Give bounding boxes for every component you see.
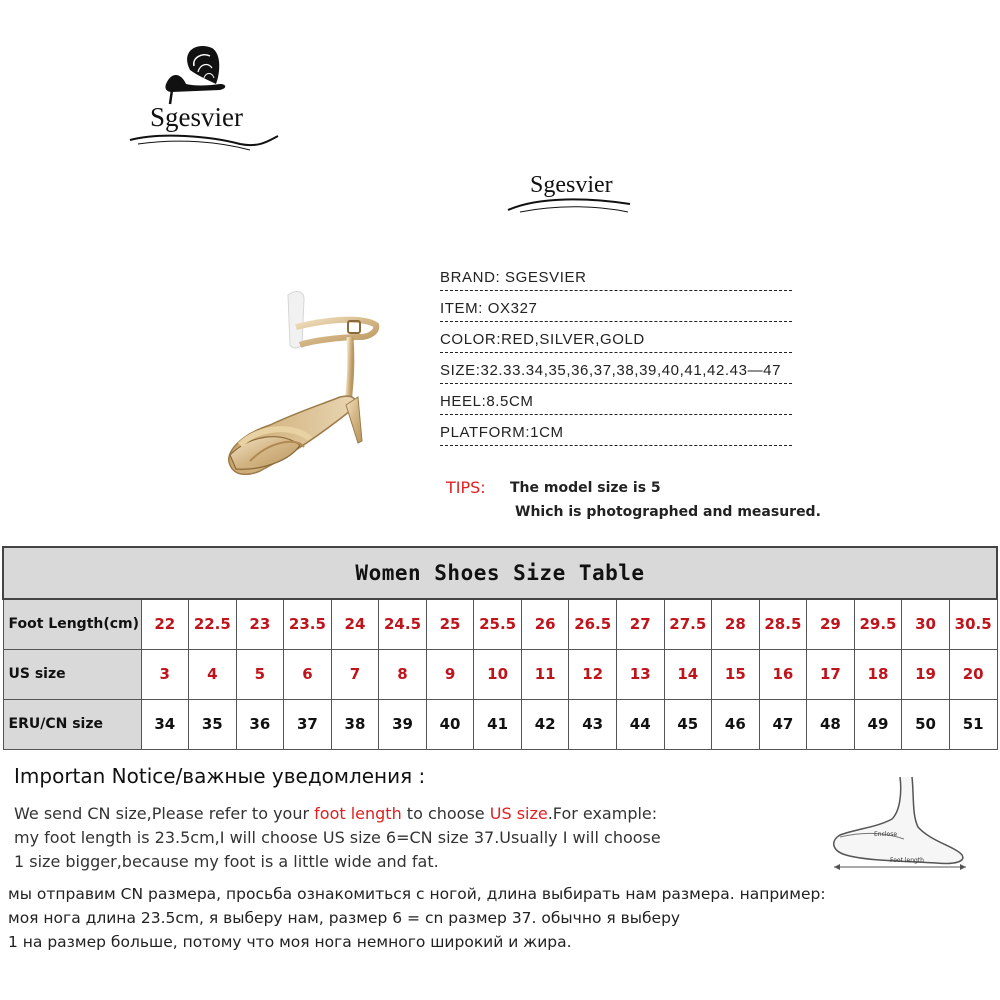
size-table-cell: 30 bbox=[902, 599, 950, 649]
sandal-icon bbox=[200, 285, 400, 485]
size-table-cell: 25 bbox=[426, 599, 474, 649]
size-table-cell: 28 bbox=[712, 599, 760, 649]
size-table-cell: 23 bbox=[236, 599, 284, 649]
notice-en-line-3: 1 size bigger,because my foot is a little wide and fat. bbox=[14, 852, 439, 871]
butterfly-heel-icon bbox=[120, 40, 290, 160]
notice-en-line-1 bbox=[14, 804, 657, 823]
brand-logo-text-small: Sgesvier bbox=[530, 172, 613, 198]
spec-platform-text: PLATFORM:1CM bbox=[440, 424, 564, 441]
notice-highlight-foot-length: foot length bbox=[314, 804, 402, 823]
size-table-cell: 7 bbox=[331, 649, 379, 699]
size-table-cell: 50 bbox=[902, 699, 950, 749]
size-table-cell: 23.5 bbox=[284, 599, 332, 649]
size-table-cell: 46 bbox=[712, 699, 760, 749]
brand-logo-text: Sgesvier bbox=[150, 102, 243, 132]
size-table-row-label: Foot Length(cm) bbox=[3, 599, 141, 649]
size-table-cell: 39 bbox=[379, 699, 427, 749]
size-table-cell: 35 bbox=[189, 699, 237, 749]
spec-brand-text: BRAND: SGESVIER bbox=[440, 269, 587, 286]
notice-en-line-2: my foot length is 23.5cm,I will choose US size 6=CN size 37.Usually I will choose bbox=[14, 828, 661, 847]
size-table-cell: 45 bbox=[664, 699, 712, 749]
spec-platform bbox=[440, 423, 840, 443]
size-table-row bbox=[3, 699, 997, 749]
spec-heel bbox=[440, 392, 840, 412]
size-table-cell: 29 bbox=[807, 599, 855, 649]
size-table-cell: 19 bbox=[902, 649, 950, 699]
foot-measure-diagram bbox=[826, 775, 986, 875]
size-table-cell: 12 bbox=[569, 649, 617, 699]
notice-en-text: .For example: bbox=[547, 804, 658, 823]
size-table-cell: 26 bbox=[521, 599, 569, 649]
brand-logo-large bbox=[120, 40, 290, 160]
notice-ru-line-2: моя нога длина 23.5cm, я выберу нам, размер 6 = cn размер 37. обычно я выберу bbox=[8, 909, 681, 927]
notice-ru-line-3: 1 на размер больше, потому что моя нога немного широкий и жира. bbox=[8, 933, 572, 951]
size-table-cell: 27.5 bbox=[664, 599, 712, 649]
size-table-cell: 37 bbox=[284, 699, 332, 749]
size-table-title-row bbox=[3, 547, 997, 599]
size-table-cell: 24 bbox=[331, 599, 379, 649]
brand-logo-small bbox=[500, 168, 640, 228]
size-table-cell: 18 bbox=[854, 649, 902, 699]
size-table-row-label: US size bbox=[3, 649, 141, 699]
size-table-cell: 44 bbox=[616, 699, 664, 749]
size-table-cell: 24.5 bbox=[379, 599, 427, 649]
size-table-cell: 51 bbox=[949, 699, 997, 749]
spec-item-text: ITEM: OX327 bbox=[440, 300, 538, 317]
size-table-cell: 29.5 bbox=[854, 599, 902, 649]
size-table-cell: 47 bbox=[759, 699, 807, 749]
spec-size bbox=[440, 361, 840, 381]
foot-enclose-label: Enclose bbox=[874, 831, 898, 838]
size-table-cell: 49 bbox=[854, 699, 902, 749]
size-table-cell: 13 bbox=[616, 649, 664, 699]
foot-length-label: Foot length bbox=[890, 857, 924, 864]
spec-item bbox=[440, 299, 840, 319]
tips-line-1: The model size is 5 bbox=[510, 480, 661, 496]
size-table-cell: 28.5 bbox=[759, 599, 807, 649]
size-table-title: Women Shoes Size Table bbox=[3, 547, 997, 599]
size-table-cell: 14 bbox=[664, 649, 712, 699]
size-table-cell: 5 bbox=[236, 649, 284, 699]
size-table-row-label: ERU/CN size bbox=[3, 699, 141, 749]
spec-size-text: SIZE:32.33.34,35,36,37,38,39,40,41,42.43—47 bbox=[440, 362, 782, 379]
spec-brand bbox=[440, 268, 840, 288]
spec-divider bbox=[440, 352, 792, 353]
size-table-row bbox=[3, 599, 997, 649]
size-table-cell: 41 bbox=[474, 699, 522, 749]
size-table bbox=[2, 546, 998, 750]
size-table-cell: 38 bbox=[331, 699, 379, 749]
notice-ru-line-1: мы отправим CN размера, просьба ознакомиться с ногой, длина выбирать нам размера. например: bbox=[8, 885, 826, 903]
size-table-cell: 3 bbox=[141, 649, 189, 699]
size-table-cell: 27 bbox=[616, 599, 664, 649]
notice-en-text: We send CN size,Please refer to your bbox=[14, 804, 315, 823]
size-table-cell: 8 bbox=[379, 649, 427, 699]
size-table-cell: 11 bbox=[521, 649, 569, 699]
size-table-cell: 25.5 bbox=[474, 599, 522, 649]
spec-color bbox=[440, 330, 840, 350]
notice-title: Importan Notice/важные уведомления : bbox=[14, 764, 426, 788]
size-table-cell: 17 bbox=[807, 649, 855, 699]
size-table-cell: 36 bbox=[236, 699, 284, 749]
spec-divider bbox=[440, 445, 792, 446]
spec-divider bbox=[440, 414, 792, 415]
size-table-cell: 16 bbox=[759, 649, 807, 699]
size-table-cell: 22.5 bbox=[189, 599, 237, 649]
size-table-cell: 26.5 bbox=[569, 599, 617, 649]
size-table-cell: 40 bbox=[426, 699, 474, 749]
tips-label: TIPS: bbox=[446, 478, 486, 497]
tips-line-2: Which is photographed and measured. bbox=[515, 504, 821, 520]
size-table-cell: 4 bbox=[189, 649, 237, 699]
size-table-cell: 9 bbox=[426, 649, 474, 699]
size-table-cell: 15 bbox=[712, 649, 760, 699]
spec-divider bbox=[440, 321, 792, 322]
size-table-cell: 34 bbox=[141, 699, 189, 749]
size-table-cell: 22 bbox=[141, 599, 189, 649]
size-table-cell: 30.5 bbox=[949, 599, 997, 649]
size-table-row bbox=[3, 649, 997, 699]
spec-color-text: COLOR:RED,SILVER,GOLD bbox=[440, 331, 645, 348]
size-table-cell: 48 bbox=[807, 699, 855, 749]
product-shoe-image bbox=[200, 285, 400, 485]
size-table-cell: 20 bbox=[949, 649, 997, 699]
size-table-cell: 6 bbox=[284, 649, 332, 699]
notice-en-text: to choose bbox=[401, 804, 490, 823]
notice-highlight-us-size: US size bbox=[489, 804, 548, 823]
size-table-cell: 42 bbox=[521, 699, 569, 749]
spec-heel-text: HEEL:8.5CM bbox=[440, 393, 534, 410]
spec-divider bbox=[440, 383, 792, 384]
size-table-cell: 43 bbox=[569, 699, 617, 749]
spec-divider bbox=[440, 290, 792, 291]
size-table-cell: 10 bbox=[474, 649, 522, 699]
